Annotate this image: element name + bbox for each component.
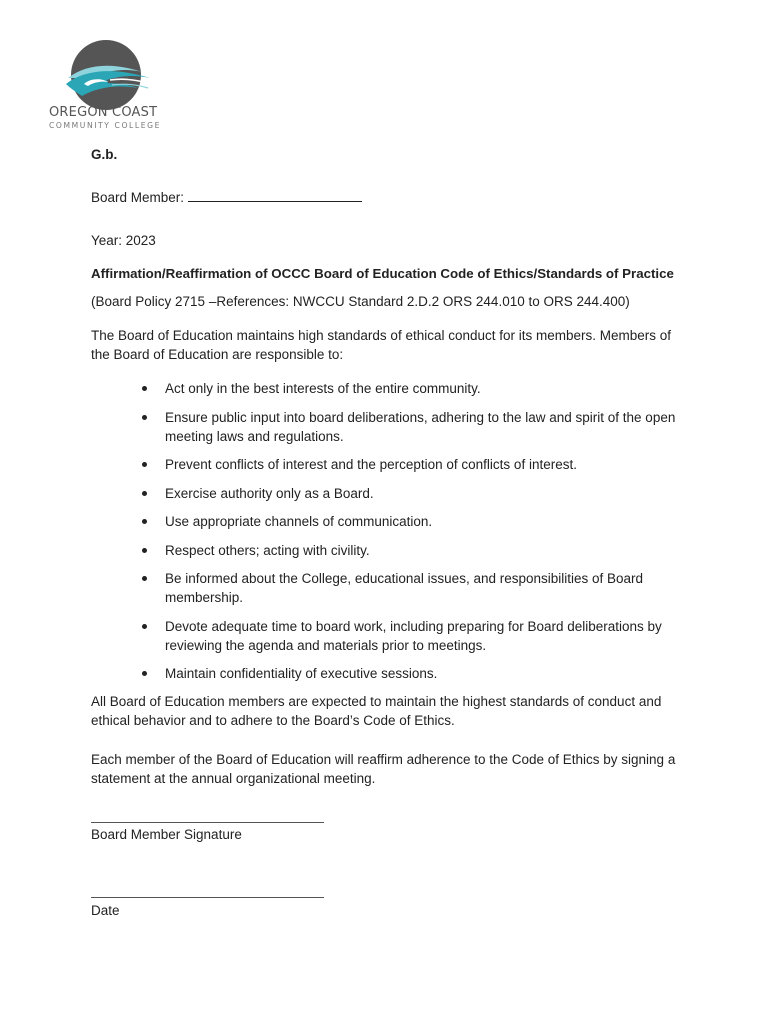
intro-paragraph: The Board of Education maintains high standards of ethical conduct for its members. Members of the Board of Education are responsible to: (91, 328, 672, 362)
section-number: G.b. (91, 147, 118, 162)
logo-college-name: OREGON COAST (49, 105, 158, 120)
policy-reference: (Board Policy 2715 –References: NWCCU Standard 2.D.2 ORS 244.010 to ORS 244.400) (91, 294, 630, 309)
document-title: Affirmation/Reaffirmation of OCCC Board of Education Code of Ethics/Standards of Practice (91, 266, 674, 281)
list-item: Use appropriate channels of communication. (138, 512, 678, 531)
responsibilities-list (138, 379, 678, 693)
logo-college-subtitle: COMMUNITY COLLEGE (49, 121, 161, 130)
closing-paragraph-reaffirm: Each member of the Board of Education will reaffirm adherence to the Code of Ethics by signing a statement at the annual organizational meeting. (91, 752, 676, 786)
board-member-field (91, 189, 362, 207)
signature-line[interactable] (91, 822, 324, 823)
board-member-blank-line[interactable] (188, 189, 362, 202)
list-item: Prevent conflicts of interest and the perception of conflicts of interest. (138, 455, 678, 474)
date-label: Date (91, 903, 120, 918)
list-item: Ensure public input into board deliberations, adhering to the law and spirit of the open meeting laws and regulations. (138, 408, 678, 446)
signature-label: Board Member Signature (91, 827, 242, 842)
date-line[interactable] (91, 897, 324, 898)
list-item: Act only in the best interests of the entire community. (138, 379, 678, 398)
list-item: Exercise authority only as a Board. (138, 484, 678, 503)
closing-paragraph-conduct: All Board of Education members are expected to maintain the highest standards of conduct and ethical behavior and to adhere to the Board’s Code of Ethics. (91, 694, 662, 728)
list-item: Be informed about the College, educational issues, and responsibilities of Board membership. (138, 569, 678, 607)
list-item: Maintain confidentiality of executive sessions. (138, 664, 678, 683)
list-item: Respect others; acting with civility. (138, 541, 678, 560)
list-item: Devote adequate time to board work, including preparing for Board deliberations by reviewing the agenda and materials prior to meetings. (138, 617, 678, 655)
board-member-label: Board Member: (91, 190, 185, 205)
year-label: Year: 2023 (91, 233, 156, 248)
